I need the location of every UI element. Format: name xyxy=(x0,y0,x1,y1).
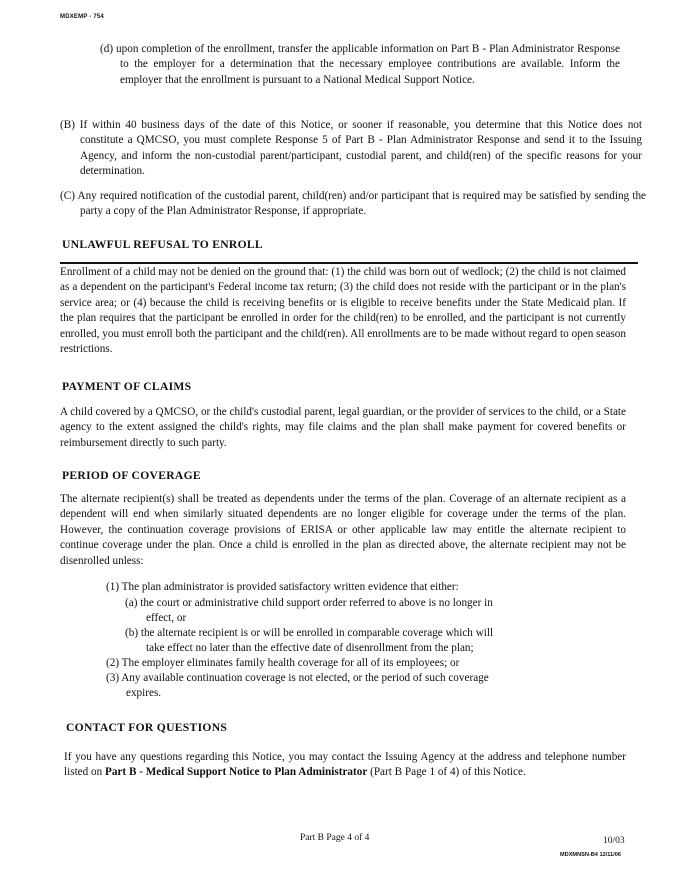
unlawful-refusal-heading: UNLAWFUL REFUSAL TO ENROLL xyxy=(62,238,263,251)
list-item: take effect no later than the effective date of disenrollment from the plan; xyxy=(146,642,474,654)
revision-date: 10/03 xyxy=(603,836,625,846)
document-code: MDXMNSN-B4 12/11/06 xyxy=(560,852,621,858)
unlawful-refusal-paragraph: Enrollment of a child may not be denied on the ground that: (1) the child was born out of wedlock; (2) the child is not claimed as a dependent on the participant's Federal income tax return; (3) the child does not reside with the participant or in the plan's service area; or (4) because the child is receiving benefits or is eligible to receive benefits under the State Medicaid plan. If the plan requires that the participant be enrolled in order for the child(ren) to be enrolled, and the participant is not currently enrolled, you must enroll both the participant and the child(ren). All enrollments are to be made without regard to open season restrictions. xyxy=(60,266,626,356)
list-item: effect, or xyxy=(146,612,187,624)
contact-text-end: (Part B Page 1 of 4) of this Notice. xyxy=(367,766,526,779)
section-c-paragraph: (C) Any required notification of the custodial parent, child(ren) and/or participant that is required may be satisfied by sending the party a copy of the Plan Administrator Response, if appropriate. xyxy=(60,190,646,218)
page-number-label: Part B Page 4 of 4 xyxy=(300,833,370,843)
contact-paragraph xyxy=(64,750,626,781)
period-of-coverage-paragraph: The alternate recipient(s) shall be treated as dependents under the terms of the plan. Coverage of an alternate recipient as a dependent will end when similarly situated dependents are no longer eligible for coverage under the terms of the plan. However, the continuation coverage provisions of ERISA or other applicable law may entitle the alternate recipient to continue coverage under the plan. Once a child is enrolled in the plan as directed above, the alternate recipient may not be disenrolled unless: xyxy=(60,493,626,567)
section-d-paragraph: (d) upon completion of the enrollment, transfer the applicable information on Part B - Plan Administrator Response to the employer for a determination that the necessary employee contributions are available. Inform the employer that the enrollment is pursuant to a National Medical Support Notice. xyxy=(100,43,620,86)
form-code: MDXEMP - 754 xyxy=(60,14,104,20)
list-item: (a) the court or administrative child support order referred to above is no longer in xyxy=(125,597,493,609)
list-item: (1) The plan administrator is provided satisfactory written evidence that either: xyxy=(106,581,459,593)
period-of-coverage-heading: PERIOD OF COVERAGE xyxy=(62,469,201,482)
list-item: (b) the alternate recipient is or will be enrolled in comparable coverage which will xyxy=(125,627,494,639)
list-item: (2) The employer eliminates family health coverage for all of its employees; or xyxy=(106,657,460,669)
contact-text-bold: Part B - Medical Support Notice to Plan Administrator xyxy=(105,766,368,779)
contact-text-start: If you have any questions regarding this Notice, you may contact the Issuing Agency at the address and telephone number listed on xyxy=(64,751,626,779)
list-item: expires. xyxy=(126,687,162,699)
payment-of-claims-heading: PAYMENT OF CLAIMS xyxy=(62,380,192,393)
contact-for-questions-heading: CONTACT FOR QUESTIONS xyxy=(66,721,228,734)
payment-of-claims-paragraph: A child covered by a QMCSO, or the child's custodial parent, legal guardian, or the provider of services to the child, or a State agency to the extent assigned the child's rights, may file claims and the plan shall make payment for covered benefits or reimbursement directly to such party. xyxy=(60,406,626,449)
divider-rule xyxy=(60,262,638,264)
section-b-paragraph: (B) If within 40 business days of the date of this Notice, or sooner if reasonable, you determine that this Notice does not constitute a QMCSO, you must complete Response 5 of Part B - Plan Administrator Response and send it to the Issuing Agency, and inform the non-custodial parent/participant, custodial parent, and child(ren) of the specific reasons for your determination. xyxy=(60,119,642,178)
list-item: (3) Any available continuation coverage is not elected, or the period of such coverage xyxy=(106,672,489,684)
